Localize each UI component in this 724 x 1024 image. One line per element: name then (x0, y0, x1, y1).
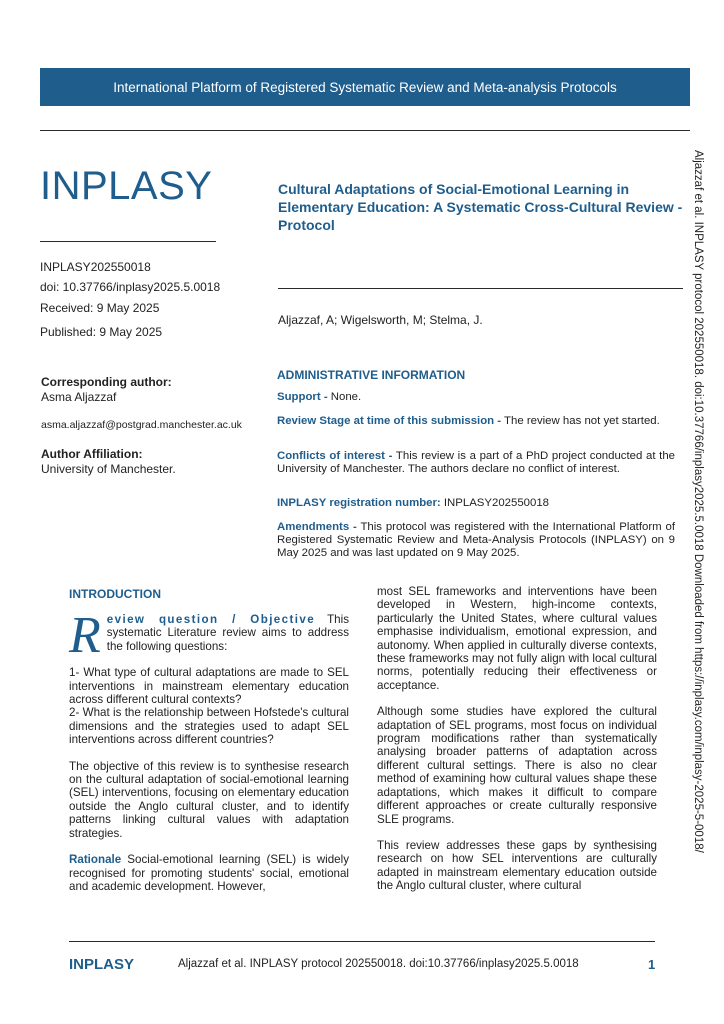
rationale-paragraph (69, 853, 349, 893)
question-2: 2- What is the relationship between Hofstede's cultural dimensions and the strategies used to adapt SEL interventions across different countries? (69, 706, 349, 747)
support-label: Support - (277, 391, 328, 403)
top-rule (40, 130, 690, 131)
review-question-label: eview question / Objective (106, 613, 316, 626)
conflicts-item (277, 450, 675, 476)
drop-cap: R (69, 607, 101, 664)
rationale-text: Social-emotional learning (SEL) is widely recognised for promoting students' social, emotional and academic development. However, (69, 853, 349, 893)
platform-header (40, 68, 690, 106)
introduction-heading: INTRODUCTION (69, 587, 161, 601)
page-number: 1 (648, 957, 656, 972)
review-stage-text: The review has not yet started. (501, 415, 660, 427)
support-text: None. (327, 391, 362, 403)
support-item (277, 391, 675, 404)
registration-number: INPLASY202550018 (440, 497, 550, 509)
received-date: Received: 9 May 2025 (40, 301, 160, 315)
right-paragraph-2: Although some studies have explored the cultural adaptation of SEL programs, most focus on individual program modifications rather than systematically analysing broader patterns of adaptation across different cultural settings. There is also no clear method of examining how cultural values shape these adaptations, which makes it difficult to compare different approaches or create culturally responsive SLE programs. (377, 705, 657, 826)
corresponding-author-label: Corresponding author: (41, 375, 172, 389)
intro-right-column (377, 585, 657, 906)
review-stage-item (277, 415, 675, 428)
amendments-item (277, 521, 675, 560)
affiliation-label: Author Affiliation: (41, 447, 143, 461)
footer-citation: Aljazzaf et al. INPLASY protocol 202550018. doi:10.37766/inplasy2025.5.0018 (178, 958, 579, 970)
amendments-text: This protocol was registered with the International Platform of Registered Systematic Review and Meta-Analysis Protocols (INPLASY) on 9 May 2025 and was last updated on 9 May 2025. (277, 521, 675, 559)
footer-logo: INPLASY (69, 956, 135, 973)
intro-left-column (69, 607, 349, 906)
admin-heading: ADMINISTRATIVE INFORMATION (277, 368, 466, 382)
corresponding-author-name: Asma Aljazzaf (41, 390, 117, 404)
platform-title: International Platform of Registered Systematic Review and Meta-analysis Protocols (113, 79, 617, 95)
conflicts-label: Conflicts of interest - (277, 450, 393, 462)
footer-rule (69, 941, 655, 942)
review-question-text: This systematic Literature review aims to address the following questions: (106, 613, 349, 653)
review-stage-label: Review Stage at time of this submission - (277, 415, 502, 427)
published-date: Published: 9 May 2025 (40, 325, 163, 339)
protocol-id: INPLASY202550018 (40, 260, 151, 274)
logo-rule (40, 241, 216, 242)
author-list: Aljazzaf, A; Wigelsworth, M; Stelma, J. (278, 313, 483, 327)
affiliation-text: University of Manchester. (41, 462, 176, 476)
registration-label: INPLASY registration number: (277, 497, 441, 509)
paper-title: Cultural Adaptations of Social-Emotional Learning in Elementary Education: A Systematic Cross-Cultural Review - Protocol (278, 181, 683, 233)
amendments-label: Amendments - (277, 521, 357, 533)
download-sidebar[interactable]: Aljazzaf et al. INPLASY protocol 202550018. doi:10.37766/inplasy2025.5.0018 Downloaded from https://inplasy.com/inplasy-2025-5-0018/ (692, 150, 704, 853)
registration-item (277, 497, 675, 510)
review-question-paragraph (69, 607, 349, 664)
right-paragraph-3: This review addresses these gaps by synthesising research on how SEL interventions are culturally adapted in mainstream elementary education outside the Anglo cultural cluster, where cultural (377, 838, 657, 893)
question-1: 1- What type of cultural adaptations are made to SEL interventions in mainstream elementary education across different cultural contexts? (69, 666, 349, 707)
objective-paragraph: The objective of this review is to synthesise research on the cultural adaptation of social-emotional learning (SEL) interventions, focusing on elementary education outside the Anglo cultural cluster, and to identify patterns linking cultural values with adaptation strategies. (69, 759, 349, 840)
author-email[interactable]: asma.aljazzaf@postgrad.manchester.ac.uk (41, 419, 242, 431)
inplasy-logo: INPLASY (40, 164, 213, 208)
title-rule (278, 288, 683, 289)
doi-link[interactable]: doi: 10.37766/inplasy2025.5.0018 (40, 280, 221, 294)
conflicts-text: This review is a part of a PhD project conducted at the University of Manchester. The authors declare no conflict of interest. (277, 450, 675, 475)
rationale-label: Rationale (69, 853, 122, 867)
right-paragraph-1: most SEL frameworks and interventions have been developed in Western, high-income contexts, particularly the United States, where cultural values emphasise individualism, emotional expression, and autonomy. When applied in culturally diverse contexts, these frameworks may not fully align with local cultural norms, potentially reducing their effectiveness or acceptance. (377, 585, 657, 692)
